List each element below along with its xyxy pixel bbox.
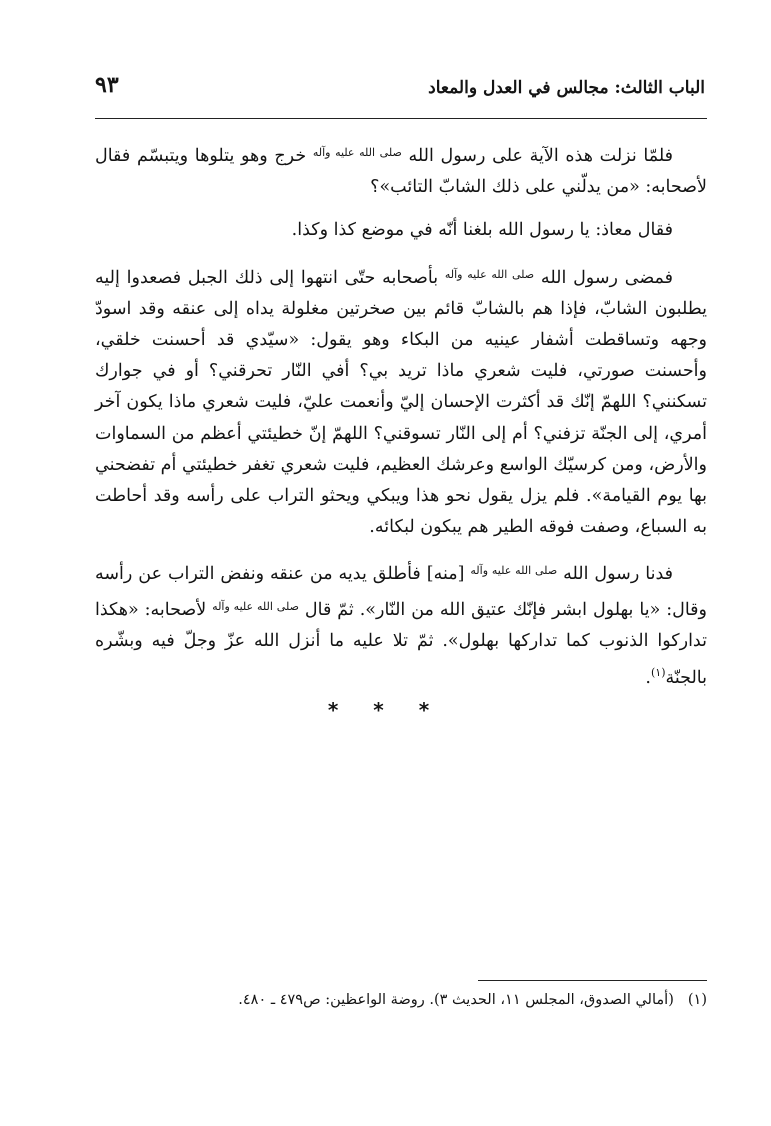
paragraph-text: فمضى رسول الله bbox=[534, 267, 673, 288]
footnote-reference[interactable]: (١) bbox=[650, 666, 666, 680]
paragraph-text: فلمّا نزلت هذه الآية على رسول الله bbox=[401, 146, 673, 166]
paragraph-end: . bbox=[645, 668, 651, 689]
honorific-glyph: صلى الله عليه وآله bbox=[312, 146, 402, 159]
footnote-number: (١) bbox=[687, 992, 707, 1008]
footnote-rule bbox=[478, 980, 707, 981]
paragraph-4 bbox=[95, 555, 707, 694]
section-separator: * * * bbox=[327, 698, 444, 722]
main-text bbox=[95, 137, 707, 694]
paragraph-text: لأصحابه: «هكذا تداركوا الذنوب كما تداركها بهلول». ثمّ تلا عليه ما أنزل الله عزّ وجلّ فيه وبشّره بالجنّة bbox=[95, 599, 707, 689]
paragraph-text: بأصحابه حتّى انتهوا إلى ذلك الجبل فصعدوا إليه يطلبون الشابّ، فإذا هم بالشابّ قائم بين صخرتين مغلولة يداه إلى عنقه وقد اسودّ وجهه وتساقطت أشفار عينيه من البكاء وهو يقول: «سيّدي قد أحسنت خلقي، وأحسنت صورتي، فليت شعري ماذا تريد بي؟ أفي النّار تحرقني؟ أو في جوارك تسكنني؟ اللهمّ إنّك قد أكثرت الإحسان إليّ وأنعمت عليّ، فليت شعري ماذا يكون آخر أمري، إلى الجنّة تزفني؟ أم إلى النّار تسوقني؟ اللهمّ إنّ خطيئتي أعظم من السماوات والأرض، ومن كرسيّك الواسع وعرشك العظيم، فليت شعري تغفر خطيئتي أم تفضحني بها يوم القيامة». فلم يزل يقول نحو هذا ويبكي ويحثو التراب على رأسه وقد أحاطت به السباع، وصفت فوقه الطير هم يبكون لبكائه. bbox=[95, 267, 707, 538]
honorific-glyph: صلى الله عليه وآله bbox=[212, 599, 299, 613]
paragraph-2 bbox=[95, 215, 707, 246]
honorific-glyph: صلى الله عليه وآله bbox=[444, 267, 535, 281]
honorific-glyph: صلى الله عليه وآله bbox=[470, 564, 558, 578]
footnote-text: (أمالي الصدوق، المجلس ١١، الحديث ٣). روضة الواعظين: ص٤٧٩ ـ ٤٨٠. bbox=[238, 992, 674, 1008]
paragraph-text: فدنا رسول الله bbox=[557, 564, 674, 585]
paragraph-1 bbox=[95, 137, 707, 203]
paragraph-text: [منه] فأطلق يديه من عنقه ونفض التراب عن رأسه وقال: «يا بهلول ابشر فإنّك عتيق الله من النّار». ثمّ قال bbox=[95, 564, 707, 620]
paragraph-3 bbox=[95, 259, 707, 544]
paragraph-text: فقال معاذ: يا رسول الله بلغنا أنّه في موضع كذا وكذا. bbox=[291, 220, 673, 241]
paragraph-text: خرج وهو يتلوها ويتبسّم فقال لأصحابه: «من يدلّني على ذلك الشابّ التائب»؟ bbox=[95, 146, 707, 198]
header-rule bbox=[95, 118, 707, 119]
page-header bbox=[95, 70, 705, 106]
page-number: ٩٣ bbox=[95, 72, 119, 98]
footnote bbox=[95, 987, 707, 1013]
chapter-title: الباب الثالث: مجالس في العدل والمعاد bbox=[428, 78, 705, 98]
